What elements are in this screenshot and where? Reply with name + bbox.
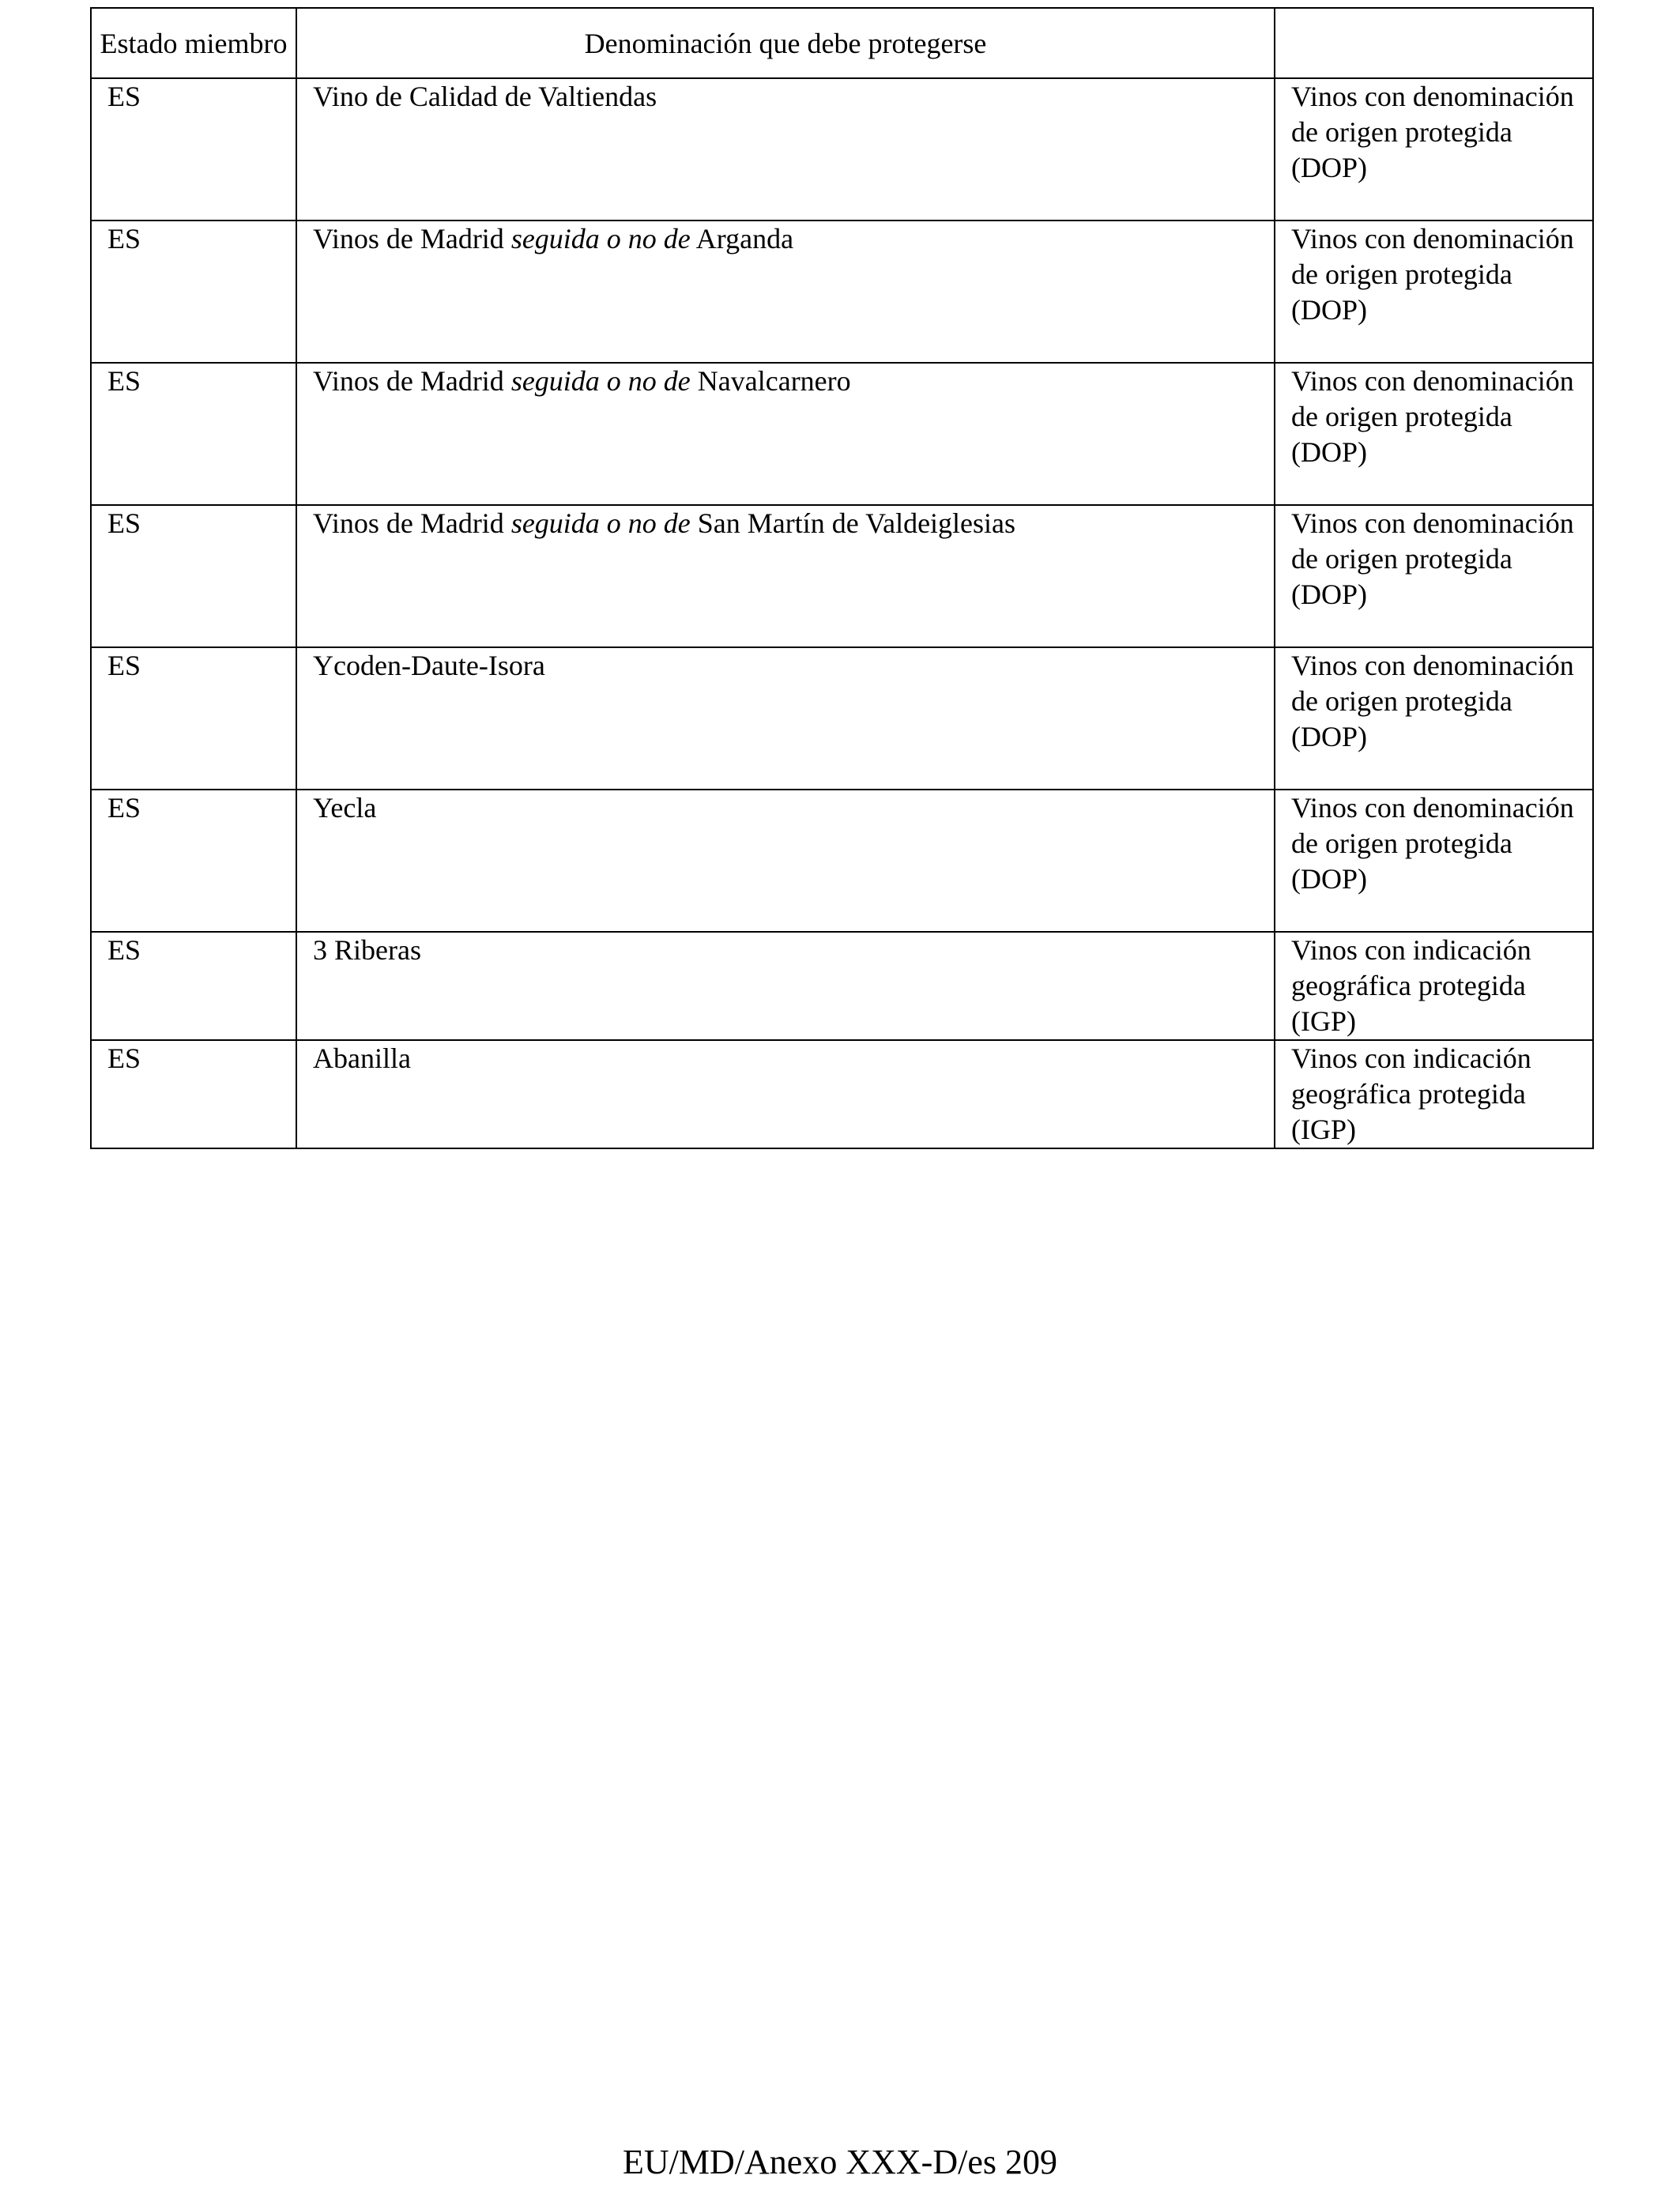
cell-type: Vinos con denominación de origen protegida (DOP) <box>1275 78 1593 221</box>
cell-name <box>296 505 1275 647</box>
cell-state: ES <box>91 932 296 1040</box>
cell-name <box>296 221 1275 363</box>
cell-type: Vinos con denominación de origen protegida (DOP) <box>1275 505 1593 647</box>
name-suffix-text: San Martín de Valdeiglesias <box>690 507 1016 539</box>
name-text: 3 Riberas <box>313 934 421 966</box>
table-row <box>91 505 1593 647</box>
cell-state: ES <box>91 790 296 932</box>
cell-type: Vinos con indicación geográfica protegida (IGP) <box>1275 932 1593 1040</box>
cell-name <box>296 78 1275 221</box>
table-row <box>91 221 1593 363</box>
header-type <box>1275 8 1593 78</box>
name-text: Abanilla <box>313 1042 411 1074</box>
cell-name <box>296 932 1275 1040</box>
name-text: Vinos de Madrid <box>313 365 511 397</box>
cell-state: ES <box>91 647 296 790</box>
name-italic-text: seguida o no de <box>510 507 691 539</box>
cell-state: ES <box>91 78 296 221</box>
table-row <box>91 363 1593 505</box>
name-suffix-text: Navalcarnero <box>690 365 851 397</box>
cell-name <box>296 363 1275 505</box>
name-text: Vinos de Madrid <box>313 223 511 254</box>
cell-type: Vinos con indicación geográfica protegida (IGP) <box>1275 1040 1593 1148</box>
name-suffix-text: Arganda <box>690 223 794 254</box>
table-row <box>91 932 1593 1040</box>
name-text: Ycoden-Daute-Isora <box>313 650 545 681</box>
cell-name <box>296 647 1275 790</box>
table-row <box>91 790 1593 932</box>
header-name: Denominación que debe protegerse <box>296 8 1275 78</box>
table-header-row <box>91 8 1593 78</box>
cell-name <box>296 1040 1275 1148</box>
name-italic-text: seguida o no de <box>510 223 691 254</box>
table-row <box>91 78 1593 221</box>
page-footer-reference: EU/MD/Anexo XXX-D/es 209 <box>623 2143 1057 2181</box>
cell-type: Vinos con denominación de origen protegida (DOP) <box>1275 647 1593 790</box>
denominations-table <box>90 7 1594 1149</box>
cell-state: ES <box>91 505 296 647</box>
cell-type: Vinos con denominación de origen protegida (DOP) <box>1275 790 1593 932</box>
cell-type: Vinos con denominación de origen protegida (DOP) <box>1275 221 1593 363</box>
name-text: Vino de Calidad de Valtiendas <box>313 81 657 112</box>
table-row <box>91 647 1593 790</box>
name-italic-text: seguida o no de <box>510 365 691 397</box>
name-text: Vinos de Madrid <box>313 507 511 539</box>
cell-type: Vinos con denominación de origen protegida (DOP) <box>1275 363 1593 505</box>
cell-state: ES <box>91 363 296 505</box>
table-row <box>91 1040 1593 1148</box>
header-state: Estado miembro <box>91 8 296 78</box>
cell-state: ES <box>91 1040 296 1148</box>
cell-state: ES <box>91 221 296 363</box>
cell-name <box>296 790 1275 932</box>
name-text: Yecla <box>313 792 377 824</box>
